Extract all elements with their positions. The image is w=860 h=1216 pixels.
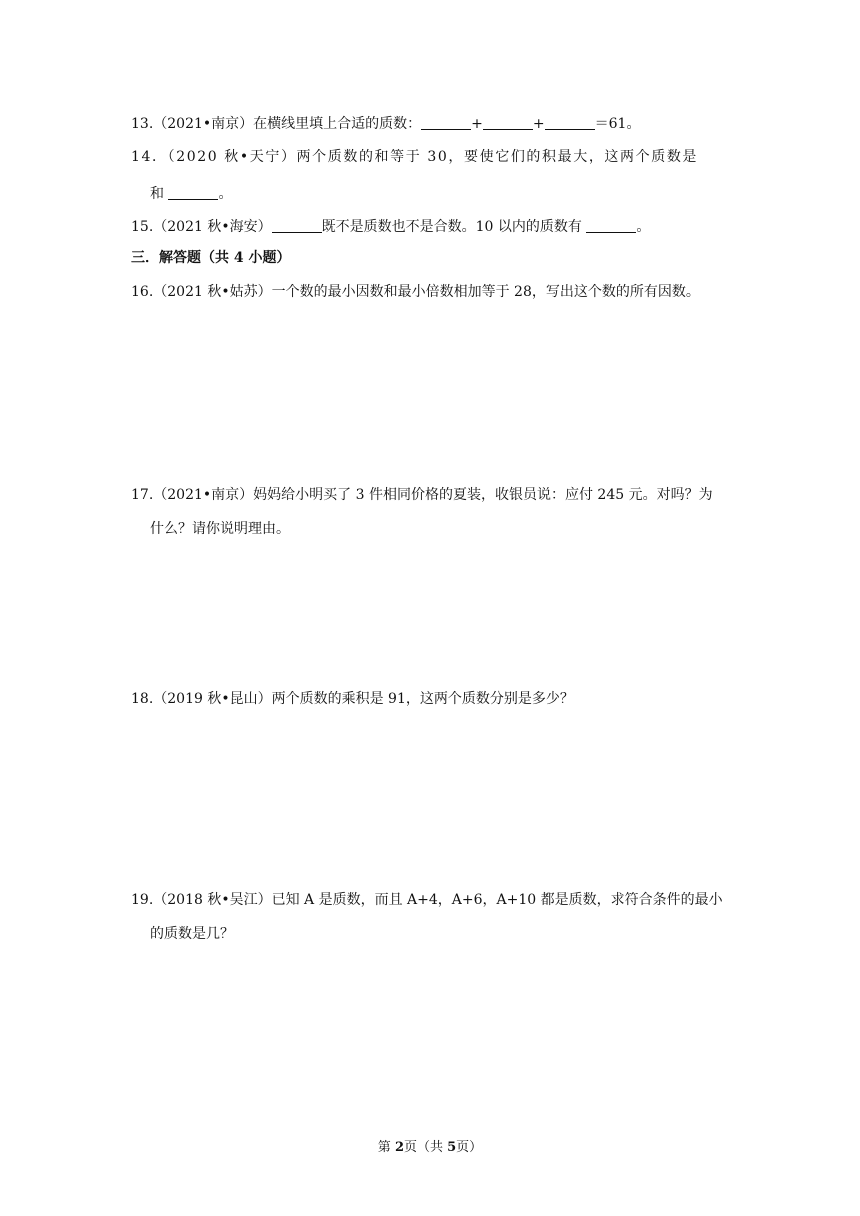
- question-17-line-2: 什么？请你说明理由。: [150, 521, 290, 537]
- answer-blank[interactable]: [586, 218, 636, 233]
- question-14-suffix: 。: [218, 186, 233, 202]
- footer-text: 页）: [456, 1140, 483, 1155]
- question-14-and: 和: [150, 186, 169, 202]
- question-15: [131, 218, 650, 234]
- section-heading: 三．解答题（共 4 小题）: [131, 250, 291, 266]
- answer-blank[interactable]: [483, 115, 533, 130]
- question-16: 16.（2021 秋•姑苏）一个数的最小因数和最小倍数相加等于 28，写出这个数的所有因数。: [131, 284, 700, 300]
- equals-text: ＝61。: [594, 116, 641, 132]
- question-15-middle: 既不是质数也不是合数。10 以内的质数有: [321, 219, 587, 235]
- answer-blank[interactable]: [272, 218, 322, 233]
- question-15-prefix: 15.（2021 秋•海安）: [131, 219, 272, 235]
- answer-blank[interactable]: [545, 115, 595, 130]
- page-footer: [0, 1141, 860, 1154]
- question-14-line-2: [150, 185, 232, 201]
- question-13: [131, 115, 640, 131]
- question-19-line-2: 的质数是几？: [150, 926, 234, 942]
- page-number: 2: [394, 1140, 404, 1155]
- question-14-text: 14．（2020 秋•天宁）两个质数的和等于 30，要使它们的积最大，这两个质数是: [131, 149, 699, 165]
- question-13-text: 13.（2021•南京）在横线里填上合适的质数：: [131, 116, 422, 132]
- footer-text: 页（共: [403, 1140, 448, 1155]
- question-19-line-1: 19.（2018 秋•吴江）已知 A 是质数，而且 A+4，A+6，A+10 都是质数，求符合条件的最小: [131, 892, 723, 908]
- question-15-suffix: 。: [636, 219, 651, 235]
- page-total: 5: [447, 1140, 457, 1155]
- answer-blank[interactable]: [421, 115, 471, 130]
- question-14-line-1: [131, 150, 731, 164]
- plus-sign: +: [471, 116, 483, 132]
- question-17-line-1: 17.（2021•南京）妈妈给小明买了 3 件相同价格的夏装，收银员说：应付 245 元。对吗？为: [131, 487, 713, 503]
- footer-text: 第: [377, 1140, 395, 1155]
- plus-sign: +: [532, 116, 545, 132]
- question-18: 18.（2019 秋•昆山）两个质数的乘积是 91，这两个质数分别是多少？: [131, 691, 574, 707]
- answer-blank[interactable]: [168, 185, 218, 200]
